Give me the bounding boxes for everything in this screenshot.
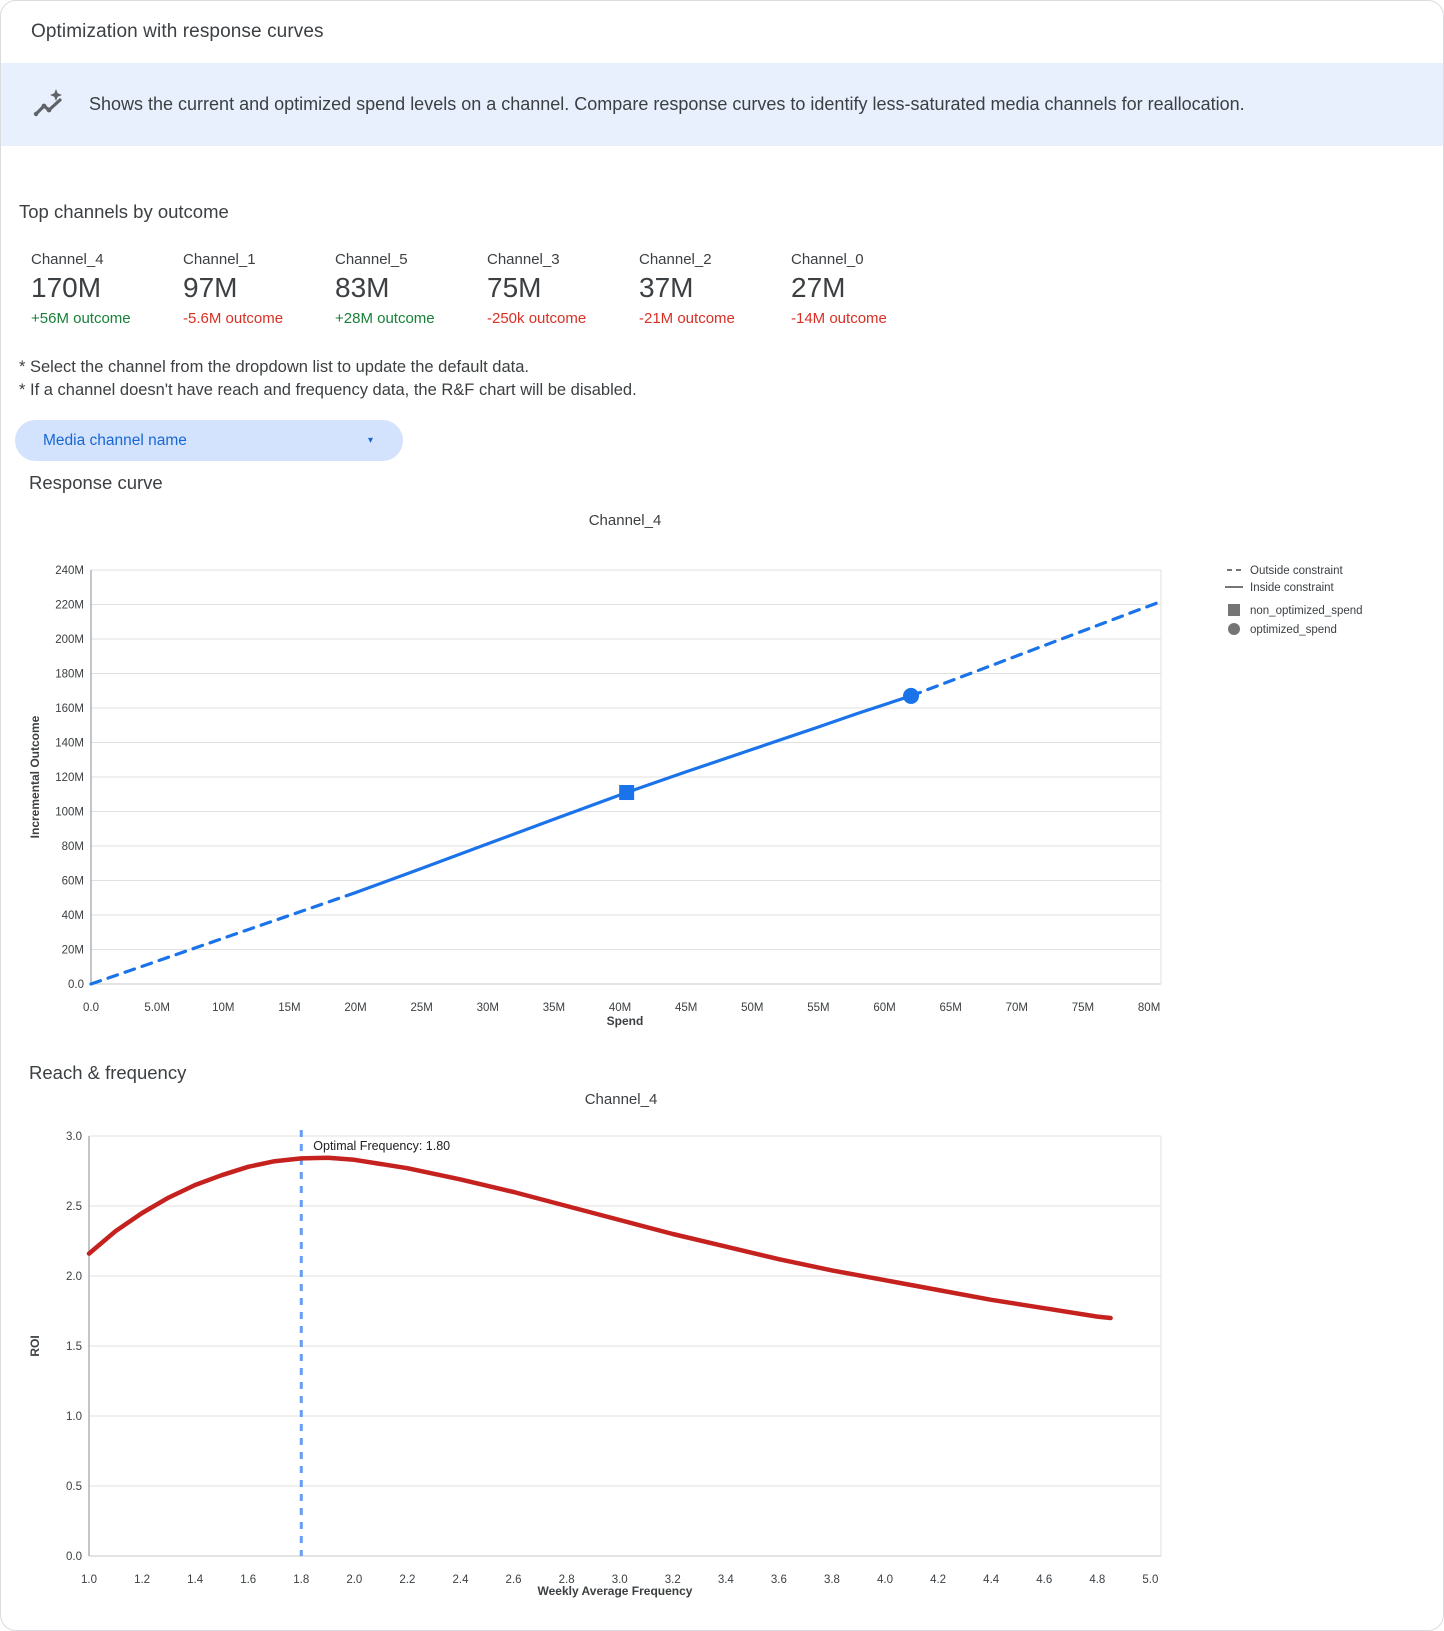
- response-curve-chart: [1, 501, 1443, 1041]
- y-tick-label: 2.5: [66, 1201, 82, 1213]
- y-tick-label: 1.0: [66, 1411, 82, 1423]
- channel-outcome-delta: -21M outcome: [639, 310, 735, 327]
- y-axis-title: Incremental Outcome: [28, 715, 42, 839]
- chart-title: Channel_4: [588, 512, 662, 529]
- chevron-down-icon: ▾: [367, 435, 373, 446]
- channel-card: [183, 251, 335, 327]
- y-tick-label: 80M: [61, 841, 84, 853]
- optimized_spend-marker: [903, 688, 919, 704]
- y-tick-label: 20M: [61, 944, 84, 957]
- optimal-frequency-annotation: Optimal Frequency: 1.80: [313, 1139, 451, 1153]
- channel-name: Channel_0: [791, 251, 864, 268]
- channel-card: [335, 251, 487, 327]
- channel-card: [791, 251, 943, 327]
- x-tick-label: 3.8: [823, 1574, 840, 1586]
- y-tick-label: 0.0: [66, 1551, 82, 1563]
- x-tick-label: 4.0: [877, 1574, 894, 1586]
- outside-constraint-low-line: [91, 893, 356, 984]
- channel-outcome-value: 97M: [183, 272, 238, 303]
- y-tick-label: 220M: [55, 599, 84, 612]
- legend-label: Outside constraint: [1250, 565, 1343, 577]
- x-tick-label: 0.0: [83, 1002, 99, 1014]
- y-axis-title: ROI: [28, 1335, 42, 1357]
- x-axis-title: Spend: [606, 1014, 644, 1028]
- page-title: Optimization with response curves: [31, 21, 324, 42]
- channel-outcome-value: 27M: [791, 272, 846, 303]
- legend-label: optimized_spend: [1250, 624, 1337, 636]
- x-tick-label: 1.4: [187, 1574, 204, 1586]
- y-tick-label: 0.0: [68, 979, 84, 991]
- channel-outcome-delta: -5.6M outcome: [183, 310, 284, 327]
- x-tick-label: 2.4: [452, 1574, 469, 1586]
- channel-outcome-delta: +28M outcome: [335, 310, 435, 327]
- banner-text: Shows the current and optimized spend levels on a channel. Compare response curves to identify less-saturated media channels for reallocation.: [89, 94, 1245, 114]
- y-tick-label: 0.5: [66, 1481, 82, 1493]
- channels-row: [31, 251, 943, 327]
- legend-label: non_optimized_spend: [1250, 605, 1363, 617]
- x-tick-label: 30M: [476, 1002, 499, 1014]
- x-tick-label: 3.0: [611, 1574, 628, 1586]
- channel-card: [31, 251, 183, 327]
- x-tick-label: 20M: [344, 1002, 367, 1014]
- channel-outcome-delta: +56M outcome: [31, 310, 131, 327]
- reach-frequency-section-title: Reach & frequency: [29, 1062, 187, 1083]
- x-tick-label: 2.2: [399, 1574, 416, 1586]
- x-tick-label: 4.2: [930, 1574, 947, 1586]
- info-banner: [1, 63, 1443, 146]
- x-tick-label: 80M: [1137, 1002, 1161, 1014]
- x-tick-label: 75M: [1071, 1002, 1095, 1014]
- x-tick-label: 1.0: [81, 1574, 97, 1586]
- x-tick-label: 5.0: [1142, 1574, 1159, 1586]
- x-tick-label: 35M: [542, 1002, 566, 1014]
- x-tick-label: 45M: [674, 1002, 698, 1014]
- x-tick-label: 3.4: [717, 1574, 734, 1586]
- y-tick-label: 160M: [55, 703, 84, 715]
- media-channel-dropdown[interactable]: [15, 420, 403, 461]
- y-tick-label: 3.0: [66, 1131, 82, 1143]
- y-tick-label: 240M: [55, 565, 84, 577]
- channel-card: [487, 251, 639, 327]
- x-tick-label: 2.6: [505, 1574, 522, 1586]
- y-tick-label: 60M: [61, 875, 84, 888]
- x-tick-label: 2.0: [346, 1574, 363, 1586]
- x-tick-label: 4.6: [1036, 1574, 1053, 1586]
- channel-name: Channel_3: [487, 251, 560, 268]
- y-tick-label: 120M: [55, 772, 84, 784]
- channel-outcome-value: 83M: [335, 272, 390, 303]
- legend-square-symbol: [1228, 604, 1240, 616]
- channel-name: Channel_5: [335, 251, 408, 268]
- y-tick-label: 200M: [55, 634, 84, 646]
- x-tick-label: 2.8: [558, 1574, 575, 1586]
- channel-name: Channel_4: [31, 251, 104, 268]
- x-tick-label: 25M: [410, 1002, 433, 1014]
- dropdown-label: Media channel name: [43, 431, 187, 449]
- titlebar: [1, 1, 1443, 63]
- x-tick-label: 15M: [278, 1002, 301, 1014]
- y-tick-label: 180M: [55, 668, 84, 681]
- x-tick-label: 1.8: [293, 1574, 310, 1586]
- x-tick-label: 40M: [608, 1002, 632, 1014]
- x-tick-label: 70M: [1005, 1002, 1029, 1014]
- outside-constraint-high-line: [911, 601, 1162, 696]
- top-channels-title: Top channels by outcome: [19, 201, 229, 222]
- legend-label: Inside constraint: [1250, 582, 1334, 594]
- reach-frequency-chart: [1, 1081, 1443, 1630]
- x-tick-label: 50M: [741, 1002, 764, 1014]
- note-line-2: * If a channel doesn't have reach and frequency data, the R&F chart will be disabled.: [19, 381, 637, 399]
- response-curve-section-title: Response curve: [29, 472, 163, 493]
- note-line-1: * Select the channel from the dropdown list to update the default data.: [19, 358, 530, 376]
- x-tick-label: 55M: [807, 1002, 830, 1014]
- non_optimized_spend-marker: [619, 785, 634, 800]
- legend-circle-symbol: [1228, 623, 1240, 635]
- channel-card: [639, 251, 791, 327]
- x-axis-title: Weekly Average Frequency: [537, 1584, 693, 1598]
- channel-outcome-value: 37M: [639, 272, 694, 303]
- y-tick-label: 140M: [55, 737, 84, 750]
- y-tick-label: 2.0: [66, 1271, 82, 1283]
- channel-outcome-delta: -14M outcome: [791, 310, 887, 327]
- insights-sparkline-icon: [31, 87, 67, 123]
- notes: [19, 356, 637, 402]
- x-tick-label: 5.0M: [144, 1002, 170, 1014]
- channel-outcome-value: 170M: [31, 272, 102, 303]
- roi-curve-line: [89, 1158, 1111, 1318]
- x-tick-label: 3.6: [770, 1574, 787, 1586]
- chart-title: Channel_4: [584, 1091, 658, 1108]
- y-tick-label: 40M: [61, 910, 84, 922]
- x-tick-label: 65M: [939, 1002, 962, 1014]
- x-tick-label: 60M: [873, 1002, 896, 1014]
- y-tick-label: 1.5: [66, 1341, 82, 1353]
- channel-name: Channel_2: [639, 251, 712, 268]
- x-tick-label: 1.6: [240, 1574, 257, 1586]
- channel-outcome-delta: -250k outcome: [487, 310, 587, 327]
- channel-outcome-value: 75M: [487, 272, 542, 303]
- x-tick-label: 1.2: [134, 1574, 151, 1586]
- x-tick-label: 4.8: [1089, 1574, 1106, 1586]
- y-tick-label: 100M: [55, 806, 84, 819]
- x-tick-label: 3.2: [664, 1574, 681, 1586]
- x-tick-label: 4.4: [983, 1574, 1000, 1586]
- x-tick-label: 10M: [212, 1002, 235, 1014]
- channel-name: Channel_1: [183, 251, 256, 268]
